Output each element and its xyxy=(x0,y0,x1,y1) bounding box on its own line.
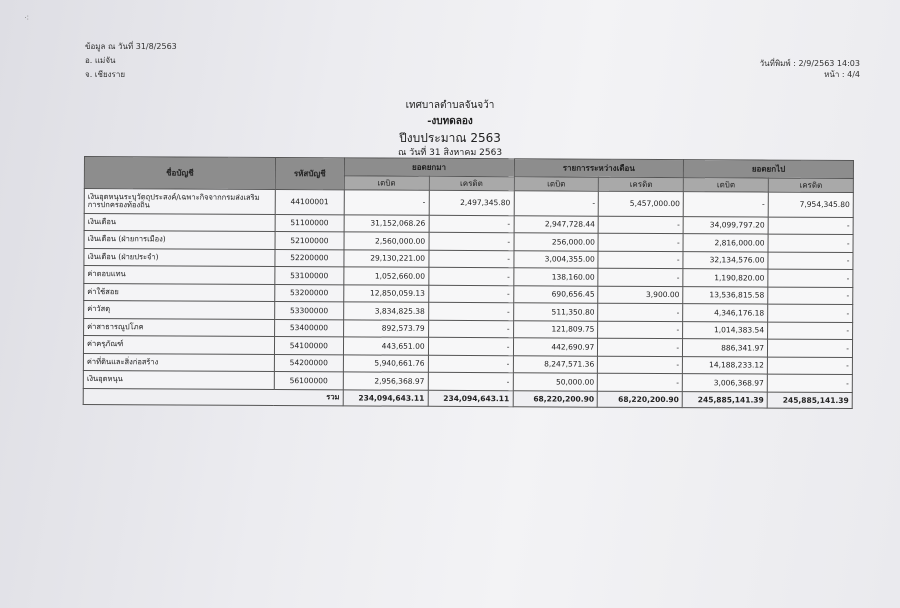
opening-debit: 5,940,661.76 xyxy=(343,354,428,372)
monthly-debit: 121,809.75 xyxy=(513,320,598,338)
opening-credit: - xyxy=(428,355,513,373)
monthly-credit: - xyxy=(598,251,683,269)
report-date: ณ วันที่ 31 สิงหาคม 2563 xyxy=(397,148,503,158)
col-closing-credit: เครดิต xyxy=(768,178,853,192)
district: อ. แม่จัน xyxy=(85,56,116,65)
opening-debit: 2,956,368.97 xyxy=(343,372,428,390)
fiscal-year: ปีงบประมาณ 2563 xyxy=(399,131,501,145)
opening-debit: 1,052,660.00 xyxy=(344,267,429,285)
opening-credit: - xyxy=(429,215,514,233)
total-row xyxy=(83,388,852,408)
account-code: 56100000 xyxy=(274,371,343,389)
account-name: เงินเดือน (ฝ่ายประจำ) xyxy=(84,248,275,266)
closing-debit: 14,188,233.12 xyxy=(683,356,768,374)
opening-credit: - xyxy=(428,320,513,338)
total-monthly-debit: 68,220,200.90 xyxy=(513,390,598,406)
opening-credit: - xyxy=(428,267,513,285)
closing-credit: - xyxy=(768,322,853,340)
data-date: ข้อมูล ณ วันที่ 31/8/2563 xyxy=(85,42,177,51)
col-closing: ยอดยกไป xyxy=(684,160,854,178)
table-body xyxy=(83,188,853,392)
account-code: 53400000 xyxy=(275,319,344,337)
total-opening-credit: 234,094,643.11 xyxy=(428,390,513,406)
account-name: ค่าวัสดุ xyxy=(84,301,275,319)
monthly-debit: 8,247,571.36 xyxy=(513,355,598,373)
total-closing-credit: 245,885,141.39 xyxy=(767,392,852,408)
closing-debit: 34,099,797.20 xyxy=(683,216,768,234)
monthly-credit: - xyxy=(598,216,683,234)
opening-debit: 3,834,825.38 xyxy=(343,302,428,320)
total-opening-debit: 234,094,643.11 xyxy=(343,389,428,405)
total-monthly-credit: 68,220,200.90 xyxy=(598,391,683,407)
monthly-credit: 5,457,000.00 xyxy=(599,191,684,216)
opening-debit: 2,560,000.00 xyxy=(344,232,429,250)
account-name: ค่าสาธารณูปโภค xyxy=(84,318,275,336)
account-name: เงินเดือน xyxy=(84,213,275,231)
account-name: ค่าใช้สอย xyxy=(84,283,275,301)
closing-debit: 32,134,576.00 xyxy=(683,251,768,269)
opening-debit: - xyxy=(344,189,429,214)
opening-credit: - xyxy=(428,285,513,303)
col-monthly-debit: เดบิต xyxy=(514,176,599,190)
col-opening: ยอดยกมา xyxy=(344,158,514,176)
monthly-debit: 3,004,355.00 xyxy=(513,250,598,268)
col-opening-debit: เดบิต xyxy=(344,175,429,189)
closing-debit: 1,014,383.54 xyxy=(683,321,768,339)
report-name: -งบทดลอง xyxy=(427,116,473,127)
closing-credit: 7,954,345.80 xyxy=(768,192,853,217)
opening-credit: - xyxy=(428,337,513,355)
monthly-debit: 2,947,728.44 xyxy=(514,215,599,233)
account-name: เงินอุดหนุนระบุวัตถุประสงค์/เฉพาะกิจจากกรมส่งเสริมการปกครองท้องถิ่น xyxy=(84,188,275,214)
monthly-credit: 3,900.00 xyxy=(598,286,683,304)
account-name: ค่าตอบแทน xyxy=(84,266,275,284)
opening-debit: 31,152,068.26 xyxy=(344,214,429,232)
monthly-debit: 690,656.45 xyxy=(513,285,598,303)
col-monthly-credit: เครดิต xyxy=(599,177,684,191)
total-closing-debit: 245,885,141.39 xyxy=(682,391,767,407)
account-code: 52200000 xyxy=(275,249,344,267)
closing-credit: - xyxy=(768,217,853,235)
opening-credit: - xyxy=(429,250,514,268)
account-name: ค่าครุภัณฑ์ xyxy=(83,336,274,354)
closing-credit: - xyxy=(768,287,853,305)
closing-credit: - xyxy=(768,234,853,252)
monthly-credit: - xyxy=(598,338,683,356)
opening-credit: 2,497,345.80 xyxy=(429,190,514,215)
header-right xyxy=(760,58,860,80)
col-monthly: รายการระหว่างเดือน xyxy=(514,159,684,177)
closing-debit: 1,190,820.00 xyxy=(683,269,768,287)
opening-debit: 29,130,221.00 xyxy=(344,249,429,267)
opening-debit: 12,850,059.13 xyxy=(343,284,428,302)
account-code: 53300000 xyxy=(275,302,344,320)
monthly-credit: - xyxy=(598,268,683,286)
account-code: 44100001 xyxy=(275,189,344,214)
monthly-debit: 256,000.00 xyxy=(514,233,599,251)
closing-debit: 886,341.97 xyxy=(683,339,768,357)
col-account-name: ชื่อบัญชี xyxy=(84,157,275,189)
account-code: 54100000 xyxy=(274,337,343,355)
closing-credit: - xyxy=(767,339,852,357)
account-code: 52100000 xyxy=(275,232,344,250)
account-name: ค่าที่ดินและสิ่งก่อสร้าง xyxy=(83,353,274,371)
closing-credit: - xyxy=(767,357,852,375)
monthly-credit: - xyxy=(598,356,683,374)
monthly-debit: 442,690.97 xyxy=(513,338,598,356)
monthly-credit: - xyxy=(598,321,683,339)
opening-credit: - xyxy=(428,372,513,390)
account-code: 54200000 xyxy=(274,354,343,372)
closing-credit: - xyxy=(768,252,853,270)
col-account-code: รหัสบัญชี xyxy=(275,158,344,190)
col-opening-credit: เครดิต xyxy=(429,176,514,190)
col-closing-debit: เดบิต xyxy=(683,177,768,191)
closing-debit: 4,346,176.18 xyxy=(683,304,768,322)
monthly-credit: - xyxy=(598,233,683,251)
opening-credit: - xyxy=(428,302,513,320)
account-code: 53200000 xyxy=(275,284,344,302)
opening-debit: 892,573.79 xyxy=(343,319,428,337)
print-date: วันที่พิมพ์ : 2/9/2563 14:03 xyxy=(759,59,860,68)
closing-credit: - xyxy=(768,304,853,322)
opening-debit: 443,651.00 xyxy=(343,337,428,355)
report-title xyxy=(0,98,900,160)
page-number: หน้า : 4/4 xyxy=(824,70,860,79)
header-left xyxy=(85,40,177,82)
monthly-debit: 511,350.80 xyxy=(513,303,598,321)
monthly-credit: - xyxy=(598,373,683,391)
account-code: 53100000 xyxy=(275,267,344,285)
province: จ. เชียงราย xyxy=(85,70,126,79)
trial-balance-table xyxy=(83,156,854,409)
account-name: เงินอุดหนุน xyxy=(83,370,274,388)
closing-credit: - xyxy=(767,374,852,392)
page-mark: ⁖ xyxy=(24,14,30,24)
closing-debit: 2,816,000.00 xyxy=(683,234,768,252)
account-code: 51100000 xyxy=(275,214,344,232)
total-label: รวม xyxy=(83,388,343,405)
opening-credit: - xyxy=(429,232,514,250)
monthly-credit: - xyxy=(598,303,683,321)
monthly-debit: 138,160.00 xyxy=(513,268,598,286)
monthly-debit: - xyxy=(514,190,599,215)
closing-debit: - xyxy=(683,191,768,216)
closing-debit: 13,536,815.58 xyxy=(683,286,768,304)
closing-debit: 3,006,368.97 xyxy=(682,374,767,392)
account-name: เงินเดือน (ฝ่ายการเมือง) xyxy=(84,231,275,249)
closing-credit: - xyxy=(768,269,853,287)
org-name: เทศบาลตำบลจันจว้า xyxy=(405,100,495,111)
monthly-debit: 50,000.00 xyxy=(513,373,598,391)
